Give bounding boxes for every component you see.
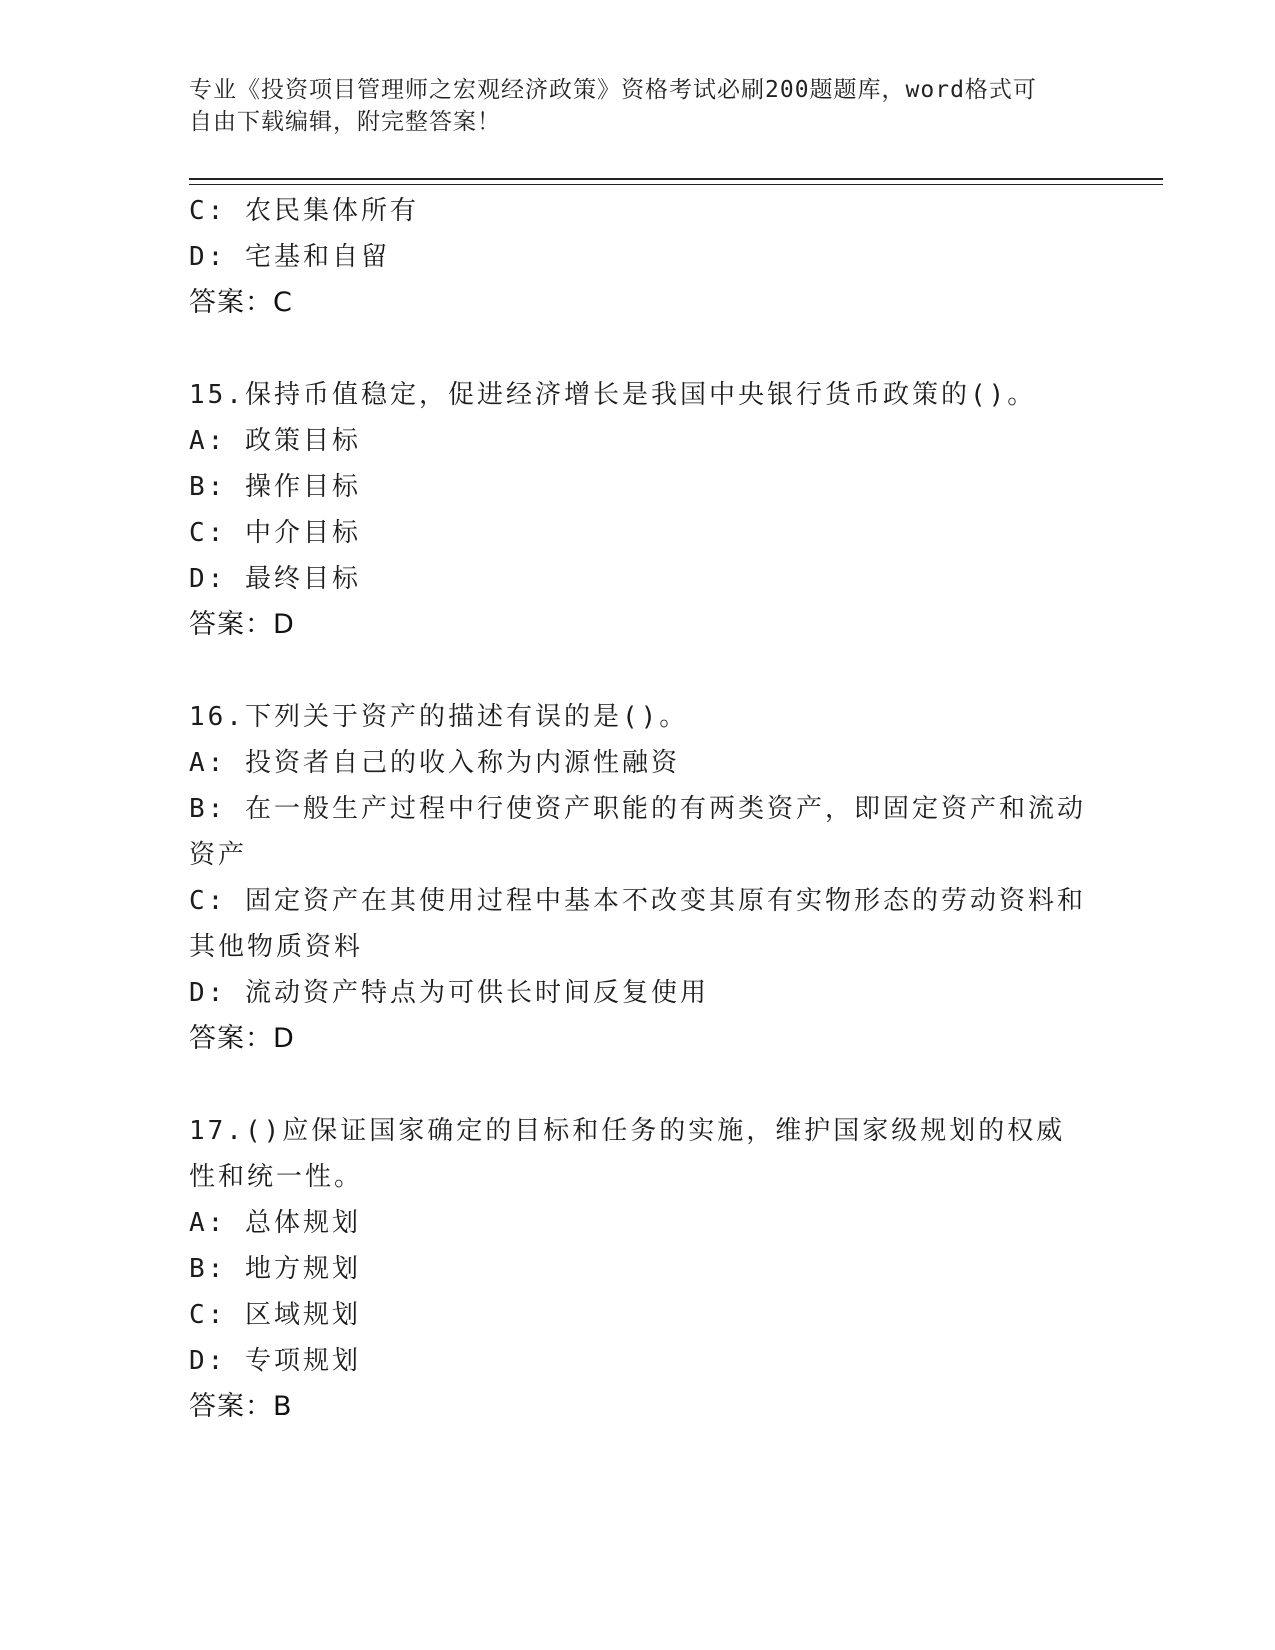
option-a: A: 总体规划 <box>189 1208 361 1238</box>
document-header <box>189 74 1089 138</box>
answer-line: 答案：C <box>189 287 293 318</box>
answer-line: 答案：D <box>189 609 295 640</box>
question-stem: 16.下列关于资产的描述有误的是()。 <box>189 702 689 732</box>
option-d: D: 最终目标 <box>189 564 361 594</box>
header-divider-thick <box>189 178 1163 180</box>
question-block-16 <box>189 694 1089 1062</box>
option-b: B: 操作目标 <box>189 472 361 502</box>
question-stem: 17.()应保证国家确定的目标和任务的实施，维护国家级规划的权威性和统一性。 <box>189 1116 1066 1192</box>
header-title-line-2: 自由下载编辑，附完整答案！ <box>189 109 501 135</box>
option-d: D: 专项规划 <box>189 1346 361 1376</box>
option-b: B: 在一般生产过程中行使资产职能的有两类资产，即固定资产和流动资产 <box>189 794 1086 870</box>
header-title-line-1: 专业《投资项目管理师之宏观经济政策》资格考试必刷200题题库，word格式可 <box>189 77 1037 103</box>
answer-line: 答案：D <box>189 1023 295 1054</box>
question-stem: 15.保持币值稳定，促进经济增长是我国中央银行货币政策的()。 <box>189 380 1037 410</box>
question-block-15 <box>189 372 1089 648</box>
answer-line: 答案：B <box>189 1391 293 1422</box>
question-block-17 <box>189 1108 1089 1430</box>
option-c: C: 中介目标 <box>189 518 361 548</box>
question-list <box>189 188 1089 1430</box>
option-a: A: 投资者自己的收入称为内源性融资 <box>189 748 680 778</box>
option-d: D: 宅基和自留 <box>189 242 390 272</box>
option-c: C: 固定资产在其使用过程中基本不改变其原有实物形态的劳动资料和其他物质资料 <box>189 886 1086 962</box>
option-b: B: 地方规划 <box>189 1254 361 1284</box>
option-c: C: 农民集体所有 <box>189 196 419 226</box>
option-a: A: 政策目标 <box>189 426 361 456</box>
option-d: D: 流动资产特点为可供长时间反复使用 <box>189 978 709 1008</box>
option-c: C: 区域规划 <box>189 1300 361 1330</box>
header-divider-thin <box>189 184 1163 185</box>
question-block-14-continued <box>189 188 1089 326</box>
